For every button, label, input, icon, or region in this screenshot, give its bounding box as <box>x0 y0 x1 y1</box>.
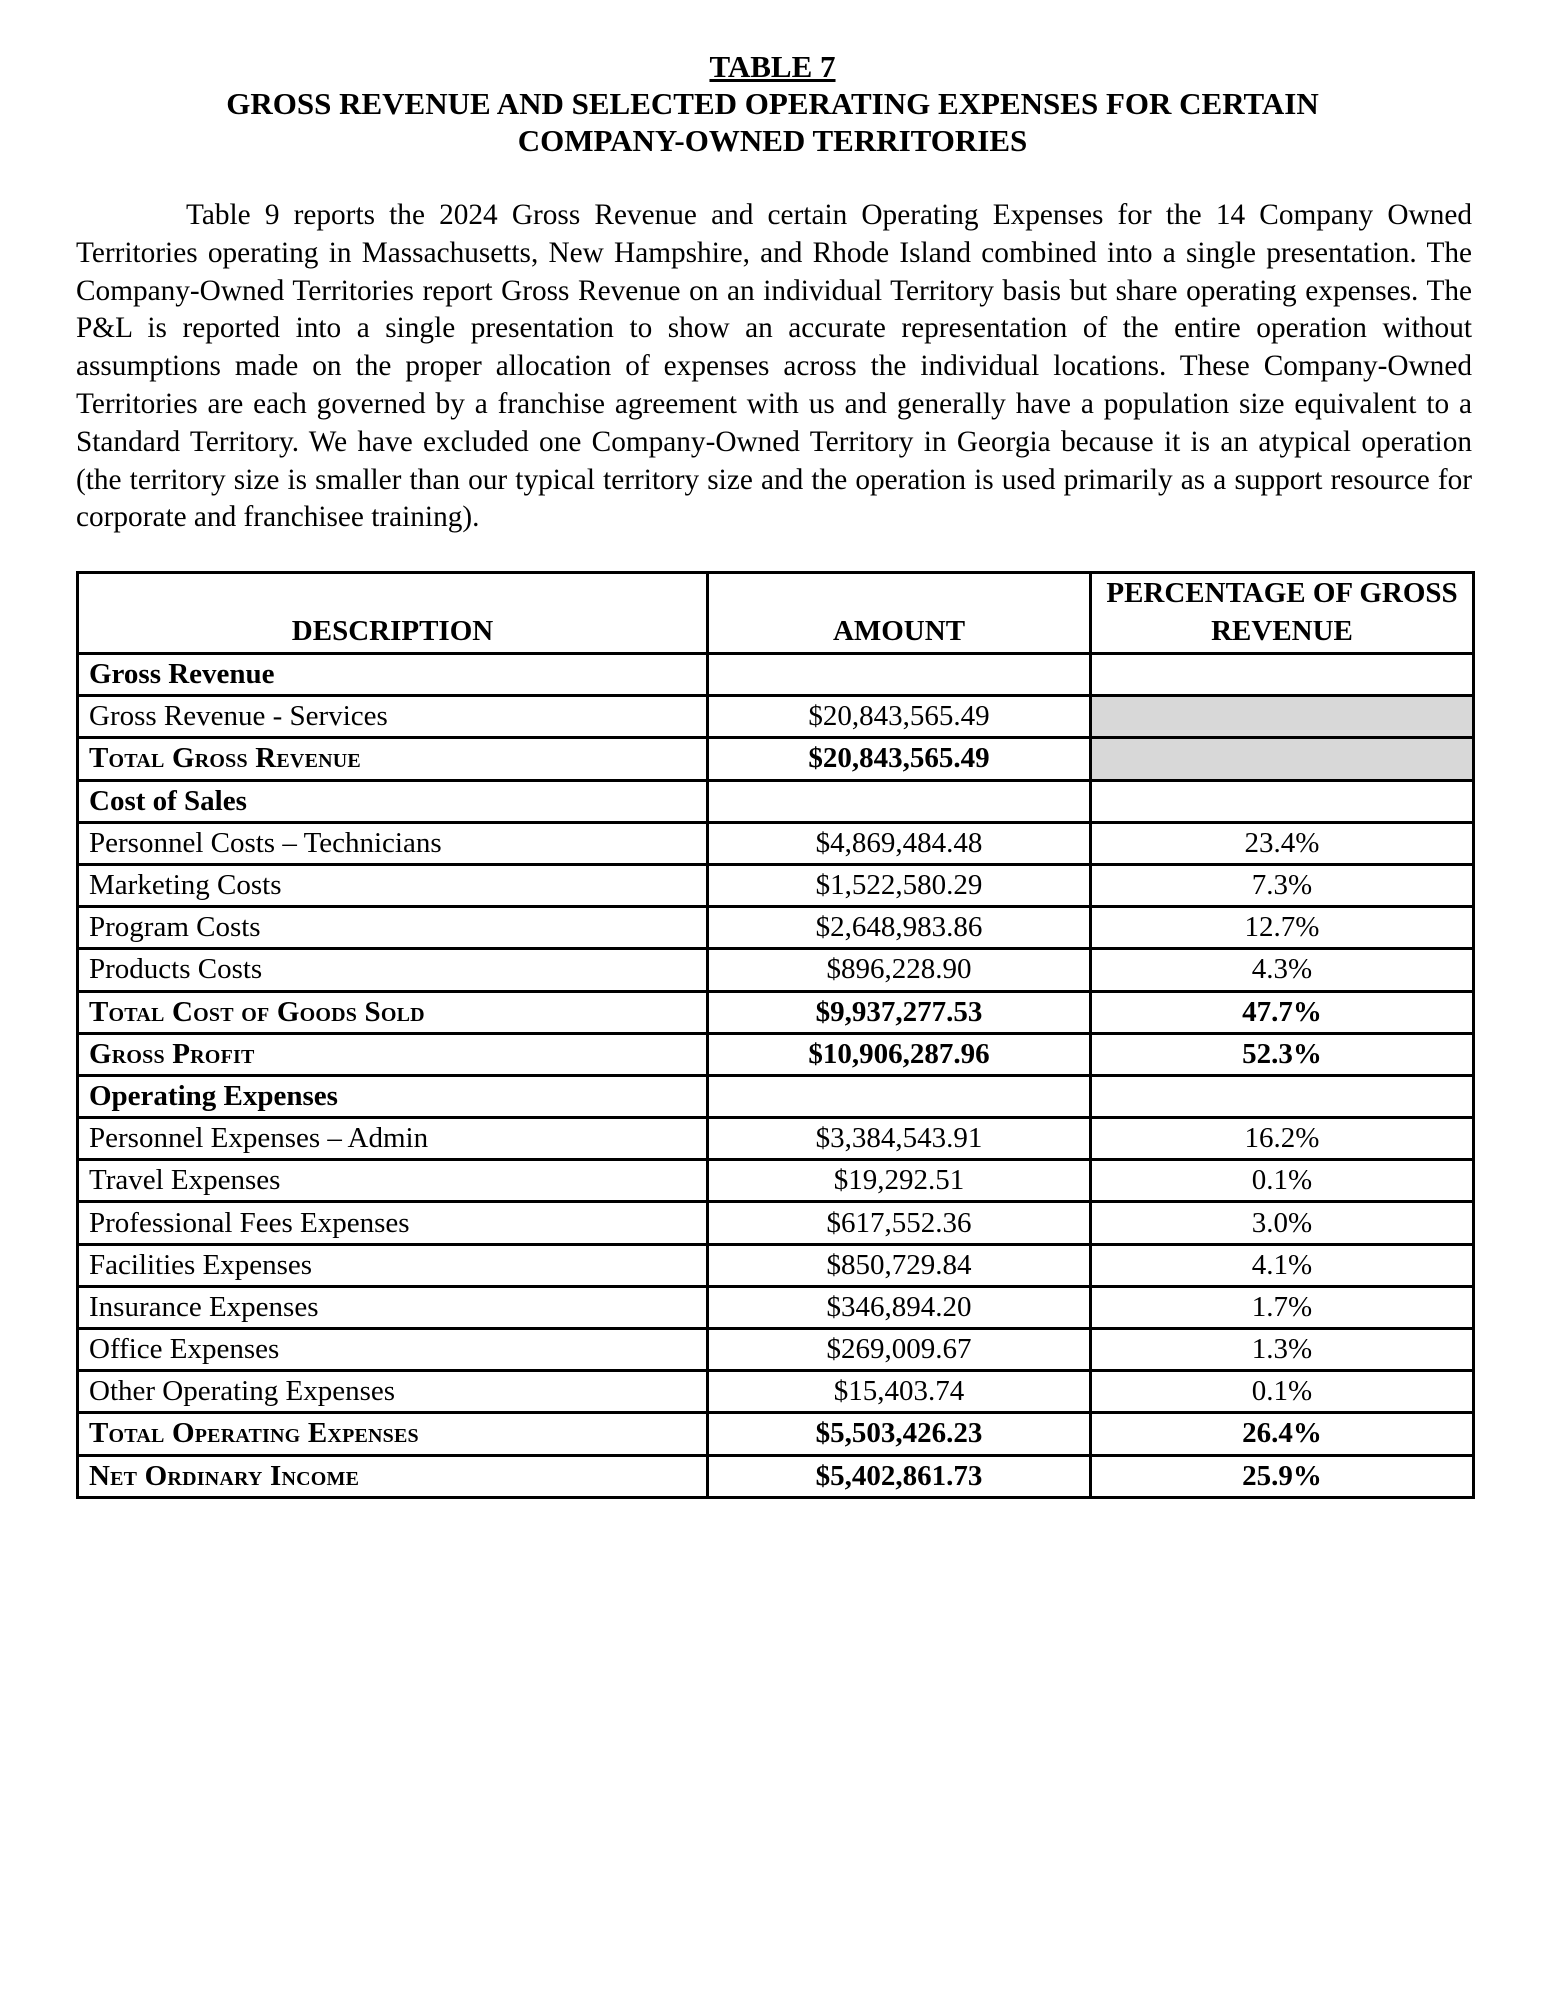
table-row <box>78 738 1474 780</box>
percent-cell <box>1091 654 1474 696</box>
amount-cell: $20,843,565.49 <box>708 738 1091 780</box>
total-label: Gross Profit <box>78 1033 708 1075</box>
header-amount: AMOUNT <box>708 573 1091 654</box>
pl-table <box>76 571 1475 1499</box>
percent-cell: 0.1% <box>1091 1371 1474 1413</box>
table-title-line-2: COMPANY-OWNED TERRITORIES <box>517 123 1028 158</box>
amount-cell: $19,292.51 <box>708 1160 1091 1202</box>
table-row <box>78 1371 1474 1413</box>
table-row <box>78 1413 1474 1455</box>
line-item-label: Program Costs <box>78 907 708 949</box>
table-row <box>78 780 1474 822</box>
line-item-label: Facilities Expenses <box>78 1244 708 1286</box>
percent-cell: 52.3% <box>1091 1033 1474 1075</box>
amount-cell: $4,869,484.48 <box>708 822 1091 864</box>
total-label: Net Ordinary Income <box>78 1455 708 1497</box>
line-item-label: Marketing Costs <box>78 864 708 906</box>
section-label: Gross Revenue <box>78 654 708 696</box>
table-title-line-1: GROSS REVENUE AND SELECTED OPERATING EXPENSES FOR CERTAIN <box>226 86 1319 121</box>
line-item-label: Other Operating Expenses <box>78 1371 708 1413</box>
percent-cell-shaded <box>1091 696 1474 738</box>
amount-cell: $1,522,580.29 <box>708 864 1091 906</box>
table-row <box>78 1455 1474 1497</box>
header-description: DESCRIPTION <box>78 573 708 654</box>
amount-cell: $20,843,565.49 <box>708 696 1091 738</box>
percent-cell-shaded <box>1091 738 1474 780</box>
line-item-label: Products Costs <box>78 949 708 991</box>
total-label: Total Cost of Goods Sold <box>78 991 708 1033</box>
table-row <box>78 1118 1474 1160</box>
line-item-label: Insurance Expenses <box>78 1286 708 1328</box>
line-item-label: Gross Revenue - Services <box>78 696 708 738</box>
percent-cell: 16.2% <box>1091 1118 1474 1160</box>
table-row <box>78 1244 1474 1286</box>
table-row <box>78 1202 1474 1244</box>
amount-cell <box>708 780 1091 822</box>
table-header-row <box>78 573 1474 654</box>
percent-cell: 7.3% <box>1091 864 1474 906</box>
table-row <box>78 1075 1474 1117</box>
amount-cell <box>708 654 1091 696</box>
line-item-label: Personnel Expenses – Admin <box>78 1118 708 1160</box>
amount-cell: $10,906,287.96 <box>708 1033 1091 1075</box>
percent-cell <box>1091 1075 1474 1117</box>
amount-cell: $5,503,426.23 <box>708 1413 1091 1455</box>
percent-cell: 47.7% <box>1091 991 1474 1033</box>
table-row <box>78 1033 1474 1075</box>
table-number: TABLE 7 <box>709 49 836 84</box>
percent-cell: 23.4% <box>1091 822 1474 864</box>
amount-cell: $3,384,543.91 <box>708 1118 1091 1160</box>
header-percentage: PERCENTAGE OF GROSS REVENUE <box>1091 573 1474 654</box>
percent-cell: 25.9% <box>1091 1455 1474 1497</box>
percent-cell: 4.3% <box>1091 949 1474 991</box>
percent-cell: 1.7% <box>1091 1286 1474 1328</box>
amount-cell <box>708 1075 1091 1117</box>
table-heading <box>0 48 1545 159</box>
table-row <box>78 1329 1474 1371</box>
table-row <box>78 864 1474 906</box>
percent-cell: 26.4% <box>1091 1413 1474 1455</box>
table-row <box>78 907 1474 949</box>
table-row <box>78 991 1474 1033</box>
total-label: Total Gross Revenue <box>78 738 708 780</box>
percent-cell: 12.7% <box>1091 907 1474 949</box>
section-label: Operating Expenses <box>78 1075 708 1117</box>
percent-cell <box>1091 780 1474 822</box>
amount-cell: $9,937,277.53 <box>708 991 1091 1033</box>
table-row <box>78 1160 1474 1202</box>
amount-cell: $346,894.20 <box>708 1286 1091 1328</box>
line-item-label: Personnel Costs – Technicians <box>78 822 708 864</box>
amount-cell: $896,228.90 <box>708 949 1091 991</box>
line-item-label: Office Expenses <box>78 1329 708 1371</box>
table-row <box>78 654 1474 696</box>
amount-cell: $850,729.84 <box>708 1244 1091 1286</box>
amount-cell: $269,009.67 <box>708 1329 1091 1371</box>
section-label: Cost of Sales <box>78 780 708 822</box>
intro-paragraph: Table 9 reports the 2024 Gross Revenue and certain Operating Expenses for the 14 Company Owned Territories operating in Massachusetts, New Hampshire, and Rhode Island combined into a single presentation. The Company-Owned Territories report Gross Revenue on an individual Territory basis but share operating expenses. The P&L is reported into a single presentation to show an accurate representation of the entire operation without assumptions made on the proper allocation of expenses across the individual locations. These Company-Owned Territories are each governed by a franchise agreement with us and generally have a population size equivalent to a Standard Territory. We have excluded one Company-Owned Territory in Georgia because it is an atypical operation (the territory size is smaller than our typical territory size and the operation is used primarily as a support resource for corporate and franchisee training). <box>76 199 1472 534</box>
percent-cell: 1.3% <box>1091 1329 1474 1371</box>
percent-cell: 0.1% <box>1091 1160 1474 1202</box>
amount-cell: $5,402,861.73 <box>708 1455 1091 1497</box>
table-row <box>78 949 1474 991</box>
table-row <box>78 696 1474 738</box>
amount-cell: $15,403.74 <box>708 1371 1091 1413</box>
line-item-label: Travel Expenses <box>78 1160 708 1202</box>
line-item-label: Professional Fees Expenses <box>78 1202 708 1244</box>
amount-cell: $2,648,983.86 <box>708 907 1091 949</box>
percent-cell: 3.0% <box>1091 1202 1474 1244</box>
amount-cell: $617,552.36 <box>708 1202 1091 1244</box>
percent-cell: 4.1% <box>1091 1244 1474 1286</box>
table-row <box>78 1286 1474 1328</box>
total-label: Total Operating Expenses <box>78 1413 708 1455</box>
table-row <box>78 822 1474 864</box>
